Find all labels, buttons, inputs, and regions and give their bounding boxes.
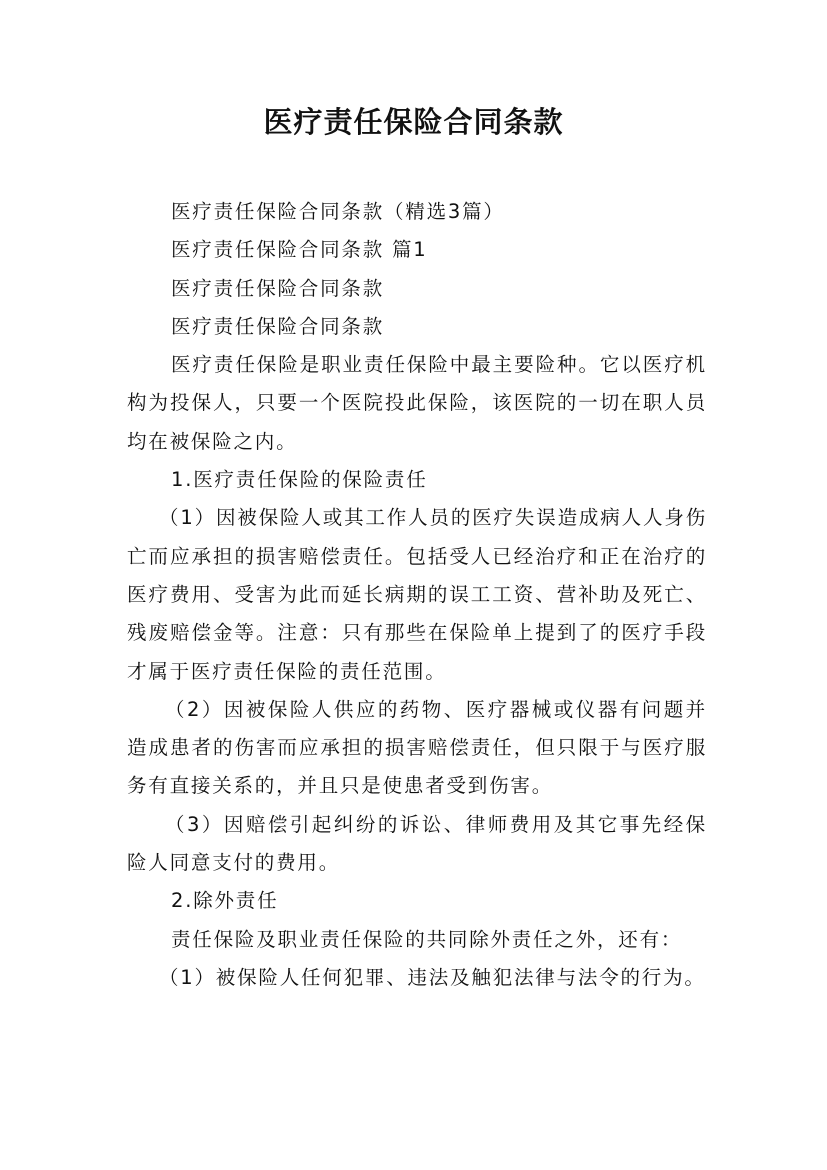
paragraph-heading-part1: 医疗责任保险合同条款 篇1 <box>171 238 428 262</box>
paragraph-section-heading: 1.医疗责任保险的保险责任 <box>171 468 428 492</box>
paragraph-intro: 医疗责任保险是职业责任保险中最主要险种。它以医疗机构为投保人，只要一个医院投此保险，该医院的一切在职人员均在被保险之内。 <box>127 353 707 453</box>
paragraph-heading: 医疗责任保险合同条款 <box>171 314 385 338</box>
document-body <box>127 193 707 997</box>
paragraph-clause: （3）因赔偿引起纠纷的诉讼、律师费用及其它事先经保险人同意支付的费用。 <box>127 812 707 875</box>
paragraph-clause: （2）因被保险人供应的药物、医疗器械或仪器有问题并造成患者的伤害而应承担的损害赔偿责任，但只限于与医疗服务有直接关系的，并且只是使患者受到伤害。 <box>127 697 707 798</box>
paragraph-subtitle: 医疗责任保险合同条款（精选3篇） <box>171 200 505 223</box>
document-title: 医疗责任保险合同条款 <box>263 105 564 139</box>
paragraph-section-heading: 2.除外责任 <box>171 889 279 913</box>
paragraph-clause: （1）被保险人任何犯罪、违法及触犯法律与法令的行为。 <box>159 965 706 989</box>
paragraph-heading: 医疗责任保险合同条款 <box>171 276 385 300</box>
paragraph-clause: （1）因被保险人或其工作人员的医疗失误造成病人人身伤亡而应承担的损害赔偿责任。包括受人已经治疗和正在治疗的医疗费用、受害为此而延长病期的误工工资、营补助及死亡、残废赔偿金等。注意：只有那些在保险单上提到了的医疗手段才属于医疗责任保险的责任范围。 <box>127 506 707 683</box>
paragraph-text: 责任保险及职业责任保险的共同除外责任之外，还有： <box>171 927 683 951</box>
